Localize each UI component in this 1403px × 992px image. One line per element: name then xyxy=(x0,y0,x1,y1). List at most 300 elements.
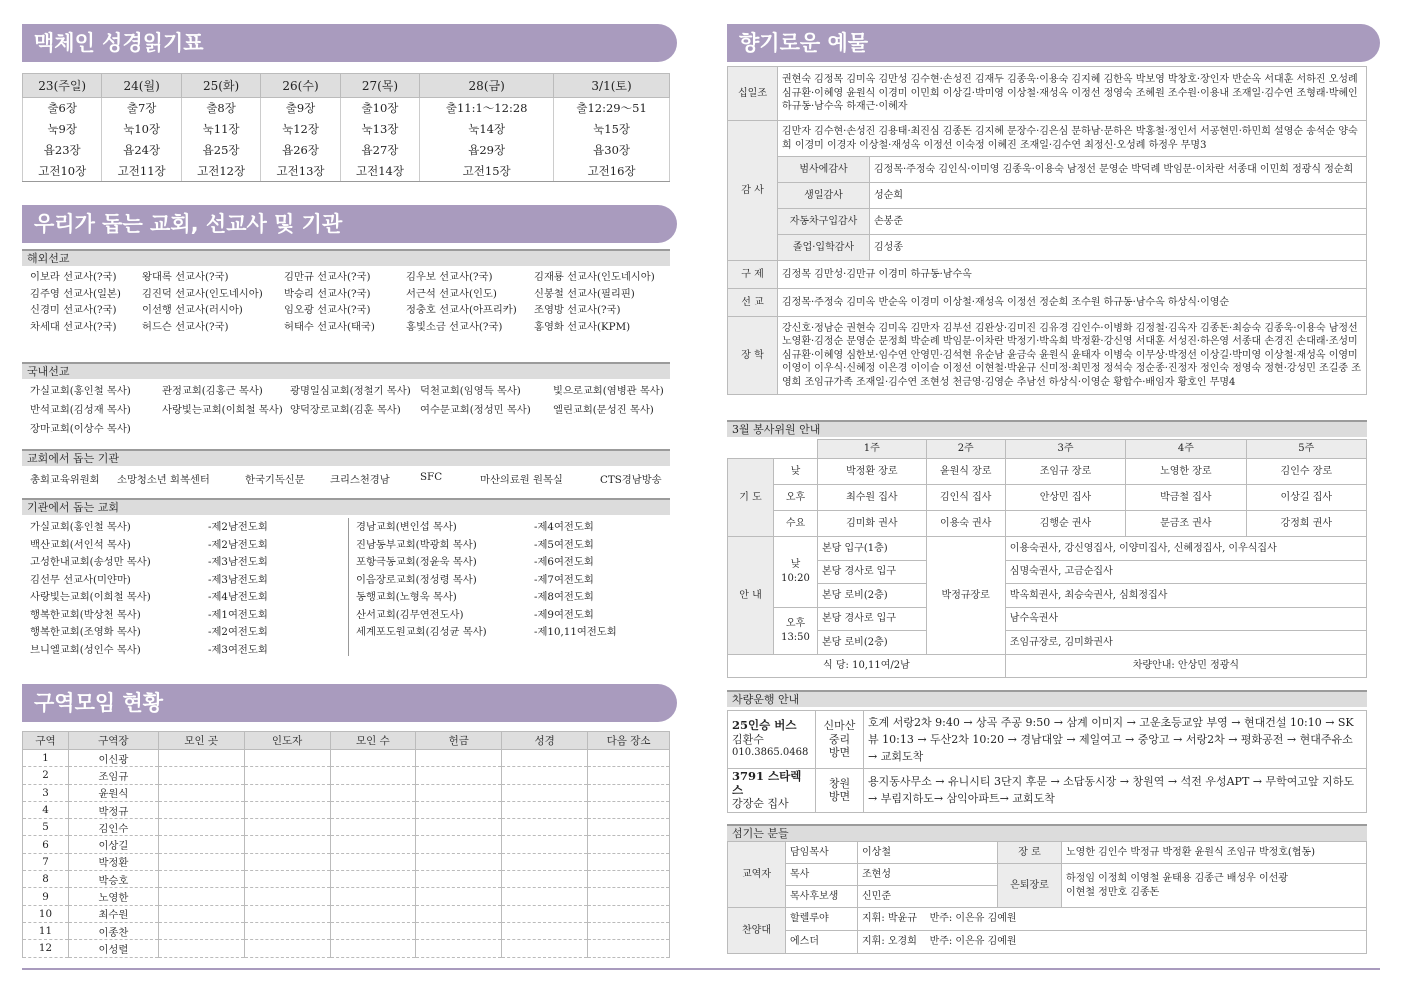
choir-row xyxy=(728,931,1367,954)
group-cell xyxy=(588,801,670,818)
prayer-name: 이용숙 권사 xyxy=(926,511,1005,537)
group-header: 구역 xyxy=(23,732,69,750)
group-cell xyxy=(502,853,588,870)
group-cell xyxy=(502,905,588,922)
reading-cell: 고전15장 xyxy=(420,161,554,182)
group-cell xyxy=(416,836,502,853)
retired-label: 은퇴장로 xyxy=(998,864,1062,908)
reading-cell: 눅12장 xyxy=(261,119,340,140)
offering-text: 강신호·정남순 권현숙 김미옥 김만자 김부선 김완상·김미진 김유경 김인수·이병화 김정철·김옥자 김종돈·최승숙 김종욱·이용숙 남정선 노영환·김정순 문영순 문정희 박순례 박임문·이차란 박정기·박옥희 박정환·강신영 서대훈 서성진·하은영 서종대 손경진 손대래·조성미 심규환·이혜영 심한보·임수연 안영민·김석현 유순남 윤금숙 윤원식 윤태자 이병숙 이무상·박정선 이상길·박미영 이상철·재성옥 이영미 이영이 이우식·신혜정 이은경 이이슬 이정선 이현철·박윤규 신미정·최민정 정석숙 정순종·진정자 정인숙 정영숙 정현·강성민 조길중 조영희 조임규가족 조재일·김수연 조현성 천금영·김영순 추남선 하상식·이영순 황합수·배임자 황호인 무명4 xyxy=(778,317,1367,395)
guide-names: 남수옥권사 xyxy=(1005,607,1366,631)
offering-sub-text: 김성종 xyxy=(870,235,1367,261)
institution-item: 크리스천경남 xyxy=(330,474,390,486)
group-cell xyxy=(330,871,416,888)
group-cell: 11 xyxy=(23,922,69,939)
offering-sub-text: 성순희 xyxy=(870,183,1367,209)
groups-title: 구역모임 현황 xyxy=(22,684,677,722)
group-cell: 1 xyxy=(23,750,69,767)
reading-row xyxy=(23,161,670,182)
group-cell: 조임규 xyxy=(68,767,158,784)
guide-leader: 박정규장로 xyxy=(926,537,1005,655)
group-cell xyxy=(158,819,244,836)
reading-row xyxy=(23,119,670,140)
group-cell xyxy=(158,784,244,801)
group-cell xyxy=(330,750,416,767)
prayer-name: 조임규 장로 xyxy=(1005,459,1125,485)
day-header: 3/1(토) xyxy=(554,74,670,98)
reading-cell: 욥24장 xyxy=(102,140,181,161)
offering-text: 김만자 김수현·손성진 김용태·최진심 김종돈 김지혜 문장수·김은심 문하남·문하은 박홍철·정인서 서공현민·하민희 설영순 송석순 양숙희 이경미 이경자 이상철·재성옥 이정선 이숙정 이혜진 조재일·김수연 최정신·오성례 하정우 무명3 xyxy=(778,121,1367,157)
offering-sub-label: 졸업·입학감사 xyxy=(778,235,870,261)
list-item: 임오광 선교사(?국) xyxy=(284,304,371,316)
list-item: 장마교회(이상수 목사) xyxy=(30,423,131,435)
church-name: 경남교회(변인섭 목사) xyxy=(356,521,457,533)
offering-text: 김정목 김만성·김만규 이경미 하규동·남수옥 xyxy=(778,261,1367,289)
guide-row xyxy=(728,560,1367,584)
staff-name: 조현성 xyxy=(858,864,998,886)
group-cell xyxy=(330,819,416,836)
group-header: 모인 수 xyxy=(330,732,416,750)
offering-row xyxy=(728,67,1367,121)
prayer-name: 문금조 권사 xyxy=(1126,511,1246,537)
group-cell xyxy=(416,871,502,888)
group-cell xyxy=(502,819,588,836)
bus-route: 용지동사무소 → 유니시티 3단지 후문 → 소답동시장 → 창원역 → 석전 우성APT → 무학여고앞 지하도 → 부림지하도→ 삼익아파트→ 교회도착 xyxy=(864,769,1367,813)
staff-name: 이상철 xyxy=(858,842,998,864)
list-item: 김재룡 선교사(인도네시아) xyxy=(534,271,655,283)
reading-cell: 욥23장 xyxy=(23,140,102,161)
group-cell xyxy=(158,940,244,957)
church-name: 행복한교회(조영화 목사) xyxy=(30,626,141,638)
group-cell xyxy=(588,784,670,801)
guide-row xyxy=(728,631,1367,655)
guide-names: 심명숙권사, 고금순집사 xyxy=(1005,560,1366,584)
bus-name xyxy=(728,711,816,769)
guide-label: 안 내 xyxy=(728,537,774,655)
group-cell: 최수원 xyxy=(68,905,158,922)
group-cell xyxy=(416,784,502,801)
group-cell xyxy=(244,750,330,767)
reading-cell: 욥30장 xyxy=(554,140,670,161)
offering-sub-label: 범사에감사 xyxy=(778,157,870,183)
staff-label: 교역자 xyxy=(728,842,786,908)
church-name: 브니엘교회(성인수 목사) xyxy=(30,643,141,656)
reading-cell: 욥25장 xyxy=(181,140,260,161)
offering-sub-row xyxy=(728,235,1367,261)
offering-row xyxy=(728,317,1367,395)
duty-corner xyxy=(728,440,774,459)
prayer-label: 기 도 xyxy=(728,459,774,537)
group-cell xyxy=(588,853,670,870)
list-item: 홍빛소금 선교사(?국) xyxy=(406,320,503,333)
group-cell: 10 xyxy=(23,905,69,922)
group-cell xyxy=(416,853,502,870)
institution-item: SFC xyxy=(420,471,443,483)
group-header: 헌금 xyxy=(416,732,502,750)
week-header: 5주 xyxy=(1246,440,1366,459)
reading-cell: 욥29장 xyxy=(420,140,554,161)
reading-cell: 출7장 xyxy=(102,98,181,119)
church-sponsor: -제9여전도회 xyxy=(534,608,594,621)
group-cell xyxy=(244,801,330,818)
retired-names: 하정임 이정희 이영철 윤태용 김종근 배성우 이선광 이현철 정만호 김종돈 xyxy=(1062,864,1367,908)
church-sponsor: -제1여전도회 xyxy=(208,608,268,621)
group-cell: 김인수 xyxy=(68,819,158,836)
group-cell: 이상길 xyxy=(68,836,158,853)
group-cell: 3 xyxy=(23,784,69,801)
prayer-name: 박금철 집사 xyxy=(1126,485,1246,511)
group-cell xyxy=(416,750,502,767)
group-cell xyxy=(588,767,670,784)
bus-row xyxy=(728,711,1367,769)
group-cell xyxy=(502,940,588,957)
list-item: 김진덕 선교사(인도네시아) xyxy=(142,287,263,300)
group-cell xyxy=(502,750,588,767)
group-cell xyxy=(158,922,244,939)
group-cell xyxy=(330,836,416,853)
group-cell xyxy=(158,905,244,922)
institution-item: 소망청소년 회복센터 xyxy=(117,474,210,486)
church-name: 산서교회(김무연전도사) xyxy=(356,608,464,621)
reading-plan-title: 맥체인 성경읽기표 xyxy=(22,24,677,62)
reading-cell: 출8장 xyxy=(181,98,260,119)
group-header: 모인 곳 xyxy=(158,732,244,750)
list-item: 엘린교회(문성진 목사) xyxy=(553,404,654,416)
group-cell xyxy=(330,767,416,784)
elders-names: 노영한 김인수 박정규 박정환 윤원식 조임규 박정호(협동) xyxy=(1062,842,1367,864)
group-header: 성경 xyxy=(502,732,588,750)
church-support-label: 기관에서 돕는 교회 xyxy=(22,498,670,515)
day-header: 25(화) xyxy=(181,74,260,98)
reading-cell: 눅15장 xyxy=(554,119,670,140)
church-sponsor: -제8여전도회 xyxy=(534,591,594,603)
prayer-name: 노영한 장로 xyxy=(1126,459,1246,485)
support-title: 우리가 돕는 교회, 선교사 및 기관 xyxy=(22,205,677,243)
reading-cell: 고전12장 xyxy=(181,161,260,182)
prayer-name: 김인식 집사 xyxy=(926,485,1005,511)
group-cell xyxy=(330,940,416,957)
guide-row xyxy=(728,584,1367,608)
staff-row xyxy=(728,864,1367,886)
group-cell xyxy=(330,853,416,870)
staff-name: 신민준 xyxy=(858,886,998,908)
list-item: 덕천교회(임영득 목사) xyxy=(420,385,521,397)
church-sponsor: -제2남전도회 xyxy=(208,521,268,533)
group-cell xyxy=(588,888,670,905)
offering-sub-label: 생일감사 xyxy=(778,183,870,209)
reading-row xyxy=(23,140,670,161)
prayer-row xyxy=(728,459,1367,485)
group-cell xyxy=(330,784,416,801)
church-sponsor: -제3남전도회 xyxy=(208,556,268,568)
prayer-time: 수요 xyxy=(774,511,818,537)
prayer-time: 오후 xyxy=(774,485,818,511)
church-name: 동행교회(노형욱 목사) xyxy=(356,591,457,603)
group-cell xyxy=(502,922,588,939)
prayer-name: 김행순 권사 xyxy=(1005,511,1125,537)
list-item: 광명일심교회(정철기 목사) xyxy=(290,385,411,397)
group-cell xyxy=(158,871,244,888)
church-name: 김선무 선교사(미얀마) xyxy=(30,573,131,586)
reading-row xyxy=(23,98,670,119)
guide-names: 박옥희권사, 최승숙권사, 심희정집사 xyxy=(1005,584,1366,608)
church-name: 백산교회(서인석 목사) xyxy=(30,538,131,551)
church-name: 포항극동교회(정윤욱 목사) xyxy=(356,556,477,568)
group-cell xyxy=(416,767,502,784)
group-header: 구역장 xyxy=(68,732,158,750)
reading-cell: 고전11장 xyxy=(102,161,181,182)
church-sponsor: -제2여전도회 xyxy=(208,626,268,638)
guide-row xyxy=(728,607,1367,631)
overseas-label: 해외선교 xyxy=(22,249,670,266)
groups-table xyxy=(22,731,670,958)
domestic-label: 국내선교 xyxy=(22,362,670,379)
group-cell: 6 xyxy=(23,836,69,853)
group-cell xyxy=(244,767,330,784)
church-sponsor: -제4남전도회 xyxy=(208,591,268,603)
bus-table xyxy=(727,710,1367,813)
duty-label: 3월 봉사위원 안내 xyxy=(727,420,1367,437)
group-cell: 9 xyxy=(23,888,69,905)
reading-cell: 눅11장 xyxy=(181,119,260,140)
church-sponsor: -제3여전도회 xyxy=(208,643,268,656)
group-header: 인도자 xyxy=(244,732,330,750)
guide-names: 이용숙권사, 강신영집사, 이양미집사, 신혜정집사, 이우식집사 xyxy=(1005,537,1366,561)
prayer-row xyxy=(728,511,1367,537)
group-cell xyxy=(330,922,416,939)
bus-vehicle: 25인승 버스 xyxy=(732,718,797,733)
bus-name xyxy=(728,769,816,813)
guide-place: 본당 경사로 입구 xyxy=(818,560,927,584)
list-item: 가실교회(홍인철 목사) xyxy=(30,385,131,397)
choir-info: 지휘: 박윤규 반주: 이은유 김예원 xyxy=(858,908,1367,931)
church-name: 진남동부교회(박광희 목사) xyxy=(356,538,477,551)
group-cell: 5 xyxy=(23,819,69,836)
reading-cell: 고전16장 xyxy=(554,161,670,182)
list-item: 서근석 선교사(인도) xyxy=(406,287,497,300)
bus-driver: 김환수 xyxy=(732,732,764,746)
choir-name: 에스더 xyxy=(786,931,858,954)
group-row xyxy=(23,922,670,939)
church-name: 가실교회(홍인철 목사) xyxy=(30,521,131,533)
church-sponsor: -제2남전도회 xyxy=(208,538,268,551)
reading-cell: 눅13장 xyxy=(340,119,419,140)
group-cell: 노영한 xyxy=(68,888,158,905)
group-cell xyxy=(158,767,244,784)
list-item: 김우보 선교사(?국) xyxy=(406,271,493,283)
prayer-name: 윤원식 장로 xyxy=(926,459,1005,485)
group-cell: 7 xyxy=(23,853,69,870)
reading-cell: 눅14장 xyxy=(420,119,554,140)
prayer-name: 김인수 장로 xyxy=(1246,459,1366,485)
group-cell xyxy=(502,767,588,784)
list-item: 김만규 선교사(?국) xyxy=(284,271,371,283)
church-name: 이음장로교회(정성령 목사) xyxy=(356,573,477,586)
offerings-table xyxy=(727,66,1367,395)
guide-names: 조임규장로, 김미화권사 xyxy=(1005,631,1366,655)
group-cell xyxy=(330,801,416,818)
reading-cell: 출12:29～51 xyxy=(554,98,670,119)
prayer-name: 김미화 권사 xyxy=(818,511,927,537)
group-row xyxy=(23,767,670,784)
offering-label: 장 학 xyxy=(728,317,778,395)
bus-label: 차량운행 안내 xyxy=(727,690,1367,707)
institution-item: 한국기독신문 xyxy=(245,474,305,486)
reading-cell: 출10장 xyxy=(340,98,419,119)
group-cell: 4 xyxy=(23,801,69,818)
meal-info: 식 당: 10,11여/2남 xyxy=(728,654,1006,677)
church-sponsor: -제3남전도회 xyxy=(208,573,268,586)
staff-row xyxy=(728,842,1367,864)
reading-cell: 고전10장 xyxy=(23,161,102,182)
church-name: 세계포도원교회(김성균 목사) xyxy=(356,626,487,638)
group-row xyxy=(23,905,670,922)
list-item: 박승리 선교사(?국) xyxy=(284,287,371,300)
bus-row xyxy=(728,769,1367,813)
staff-role: 목사 xyxy=(786,864,858,886)
group-row xyxy=(23,784,670,801)
group-header: 다음 장소 xyxy=(588,732,670,750)
group-cell xyxy=(158,801,244,818)
offering-sub-row xyxy=(728,157,1367,183)
day-header: 28(금) xyxy=(420,74,554,98)
bus-route: 호계 서랑2차 9:40 → 상곡 주공 9:50 → 삼계 이미지 → 고운초등교앞 부영 → 현대건설 10:10 → SK뷰 10:13 → 두산2차 10:20 → 경남대앞 → 제일여고 → 중앙고 → 서랑2차 → 평화공전 → 현대주유소 → 교회도착 xyxy=(864,711,1367,769)
day-header: 24(월) xyxy=(102,74,181,98)
group-cell xyxy=(158,750,244,767)
prayer-name: 박정환 장로 xyxy=(818,459,927,485)
week-header: 1주 xyxy=(818,440,927,459)
reading-cell: 출9장 xyxy=(261,98,340,119)
group-cell xyxy=(416,922,502,939)
group-row xyxy=(23,801,670,818)
church-sponsor: -제5여전도회 xyxy=(534,538,594,551)
elders-label: 장 로 xyxy=(998,842,1062,864)
bus-phone: 010.3865.0468 xyxy=(732,747,809,759)
reading-cell: 눅9장 xyxy=(23,119,102,140)
group-cell xyxy=(416,819,502,836)
list-item: 허태수 선교사(태국) xyxy=(284,320,375,333)
group-cell xyxy=(588,819,670,836)
prayer-name: 이상길 집사 xyxy=(1246,485,1366,511)
church-name: 행복한교회(박상천 목사) xyxy=(30,608,141,621)
offering-text: 김정목·주정숙 김미옥 반순옥 이경미 이상철·재성옥 이정선 정순희 조수원 하규동·남수옥 하상식·이영순 xyxy=(778,289,1367,317)
list-item: 김주영 선교사(일본) xyxy=(30,287,121,300)
bottom-rule xyxy=(22,968,1380,970)
bus-vehicle: 3791 스타렉스 xyxy=(732,769,802,797)
group-cell xyxy=(244,871,330,888)
group-cell xyxy=(244,888,330,905)
bus-area: 창원 방면 xyxy=(816,769,864,813)
prayer-name: 안상민 집사 xyxy=(1005,485,1125,511)
group-cell xyxy=(330,888,416,905)
offering-row xyxy=(728,289,1367,317)
group-cell: 박정환 xyxy=(68,853,158,870)
offering-text: 권현숙 김정목 김미옥 김만성 김수현·손성진 김재두 김종욱·이용숙 김지혜 김한옥 박보영 박창호·장인자 반순옥 서대훈 서하진 오성례 심규환·이혜영 윤원식 이경미 이민희 이상길·박미영 이상철·재성옥 이정선 정영숙 조혜원 조수원·이용내 조재일·김수연 조형래·박혜인 하규동·남수옥 하재근·이혜자 xyxy=(778,67,1367,121)
group-cell xyxy=(502,888,588,905)
group-cell xyxy=(244,819,330,836)
reading-cell: 고전14장 xyxy=(340,161,419,182)
group-cell xyxy=(244,853,330,870)
offerings-title: 향기로운 예물 xyxy=(727,24,1380,62)
group-cell xyxy=(416,905,502,922)
guide-row xyxy=(728,537,1367,561)
offering-label: 선 교 xyxy=(728,289,778,317)
offering-sub-label: 자동차구입감사 xyxy=(778,209,870,235)
group-cell xyxy=(502,784,588,801)
offering-sub-row xyxy=(728,183,1367,209)
group-cell xyxy=(588,905,670,922)
group-cell xyxy=(330,905,416,922)
reading-cell: 고전13장 xyxy=(261,161,340,182)
reading-cell: 출6장 xyxy=(23,98,102,119)
group-cell: 이성렬 xyxy=(68,940,158,957)
church-sponsor: -제4여전도회 xyxy=(534,521,594,533)
prayer-name: 강정희 권사 xyxy=(1246,511,1366,537)
list-item: 신봉철 선교사(필리핀) xyxy=(534,287,635,300)
guide-place: 본당 로비(2층) xyxy=(818,584,927,608)
list-item: 사랑빛는교회(이희철 목사) xyxy=(162,404,283,416)
list-item: 허드슨 선교사(?국) xyxy=(142,320,229,333)
guide-place: 본당 입구(1층) xyxy=(818,537,927,561)
list-item: 이보라 선교사(?국) xyxy=(30,271,117,283)
offering-sub-text: 손봉준 xyxy=(870,209,1367,235)
day-header: 27(목) xyxy=(340,74,419,98)
church-name: 고성한내교회(송성만 목사) xyxy=(30,556,151,568)
offering-sub-row xyxy=(728,209,1367,235)
list-item: 여수문교회(정성민 목사) xyxy=(420,404,531,416)
offering-row xyxy=(728,121,1367,157)
group-row xyxy=(23,853,670,870)
prayer-row xyxy=(728,485,1367,511)
duty-header-row xyxy=(728,440,1367,459)
day-header: 26(수) xyxy=(261,74,340,98)
choir-label: 찬양대 xyxy=(728,908,786,954)
servants-table xyxy=(727,841,1367,954)
group-cell xyxy=(588,750,670,767)
guide-place: 본당 경사로 입구 xyxy=(818,607,927,631)
group-cell xyxy=(244,784,330,801)
reading-cell: 욥26장 xyxy=(261,140,340,161)
staff-role: 담임목사 xyxy=(786,842,858,864)
staff-role: 목사후보생 xyxy=(786,886,858,908)
group-cell xyxy=(416,888,502,905)
choir-name: 할렐루야 xyxy=(786,908,858,931)
prayer-name: 최수원 집사 xyxy=(818,485,927,511)
day-header: 23(주일) xyxy=(23,74,102,98)
group-row xyxy=(23,940,670,957)
group-cell: 박승호 xyxy=(68,871,158,888)
group-cell xyxy=(158,853,244,870)
group-cell: 이신광 xyxy=(68,750,158,767)
choir-info: 지휘: 오경희 반주: 이은유 김예원 xyxy=(858,931,1367,954)
week-header: 4주 xyxy=(1126,440,1246,459)
list-item: 차세대 선교사(?국) xyxy=(30,320,117,333)
group-cell xyxy=(244,905,330,922)
group-cell xyxy=(502,871,588,888)
group-row xyxy=(23,819,670,836)
list-item: 신경미 선교사(?국) xyxy=(30,304,117,316)
reading-cell: 출11:1～12:28 xyxy=(420,98,554,119)
reading-cell: 눅10장 xyxy=(102,119,181,140)
car-info: 차량안내: 안상민 정광식 xyxy=(1005,654,1366,677)
group-row xyxy=(23,871,670,888)
group-cell xyxy=(244,940,330,957)
group-row xyxy=(23,750,670,767)
group-cell xyxy=(158,888,244,905)
meal-row xyxy=(728,654,1367,677)
institution-item: 총회교육위원회 xyxy=(30,474,100,486)
choir-row xyxy=(728,908,1367,931)
